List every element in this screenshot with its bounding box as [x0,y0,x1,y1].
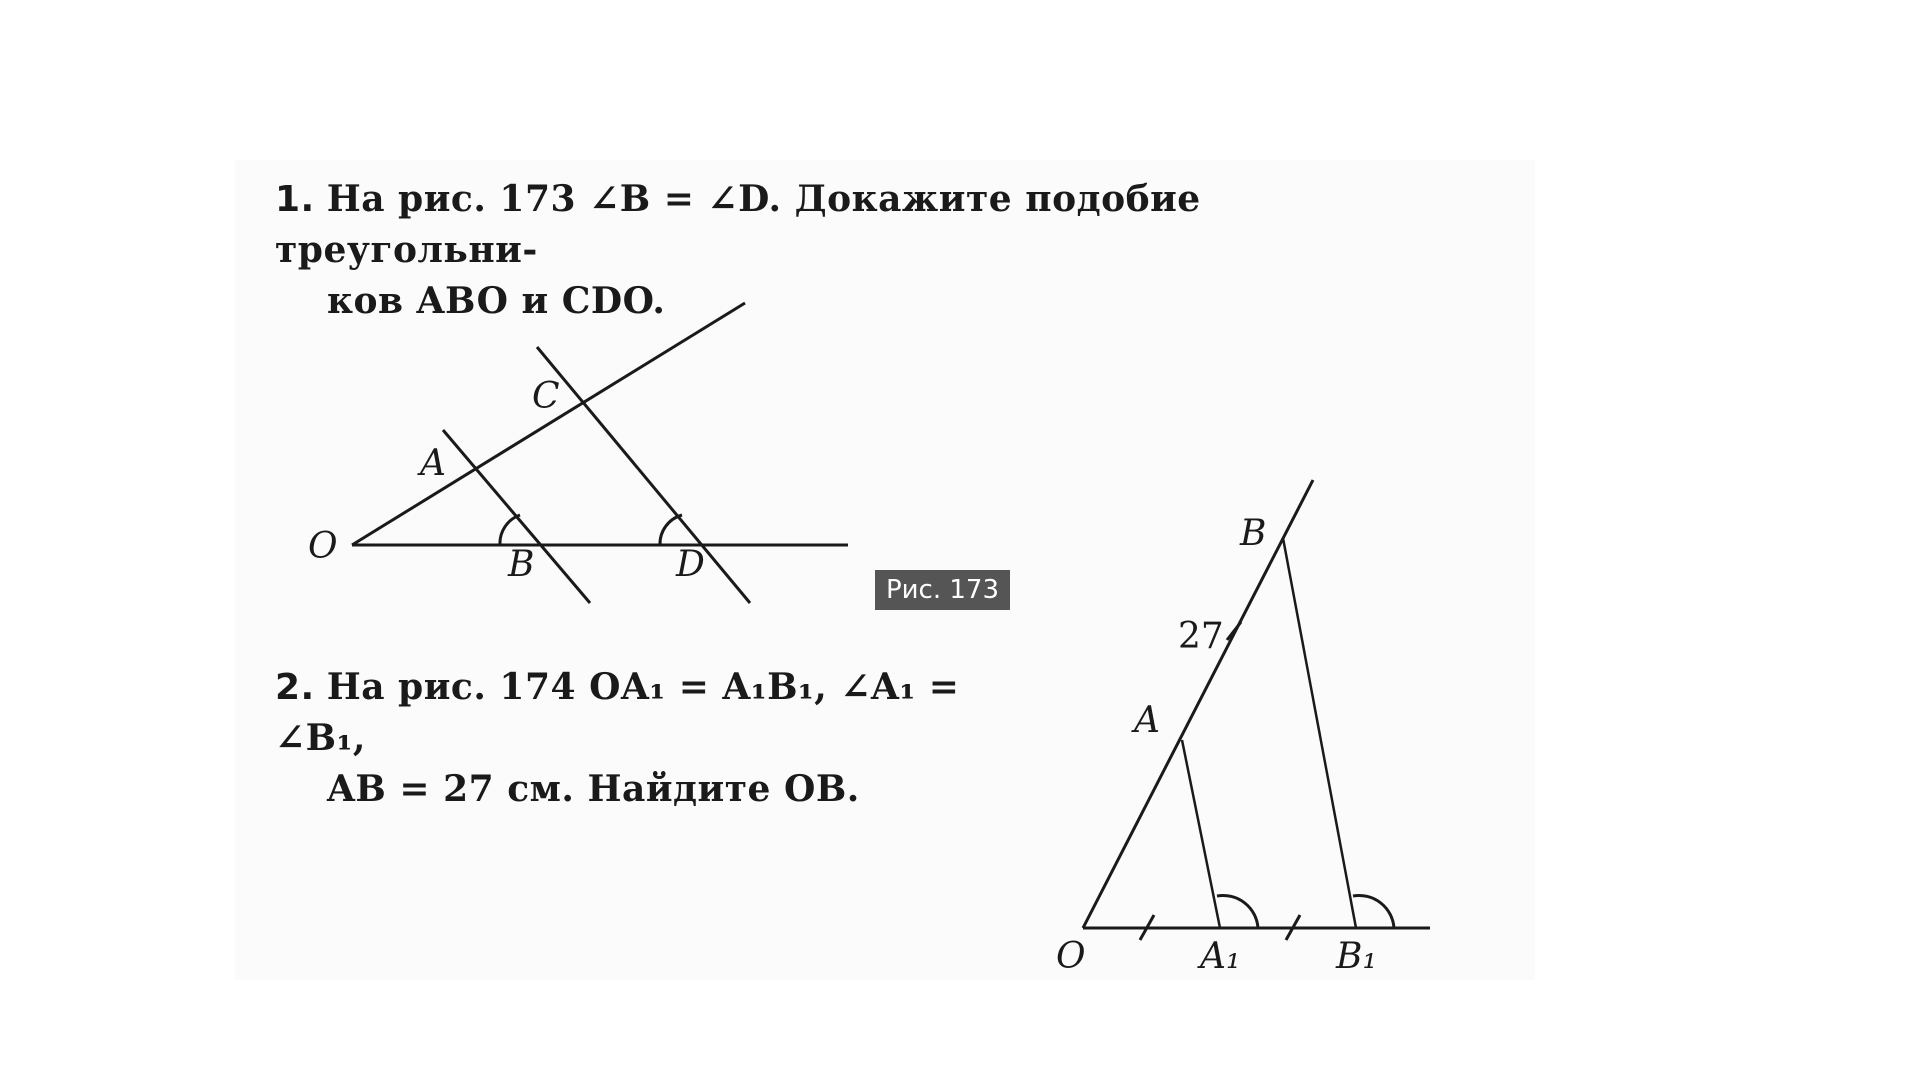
angle-arc-b1 [1353,895,1394,928]
label-B-174: B [1240,513,1267,554]
problem-1-line-1: На рис. 173 ∠B = ∠D. Докажите подобие треугольни- [275,178,1201,271]
label-D-173: D [676,544,705,585]
problem-2-line-1: На рис. 174 OA₁ = A₁B₁, ∠A₁ = ∠B₁, [275,666,960,759]
tick-ab [1227,622,1241,640]
problem-1-line-2: ков ABO и CDO. [327,280,666,322]
side-ob [1083,480,1313,928]
label-B-173: B [508,544,535,585]
label-O-174: O [1056,936,1086,977]
problem-2-number: 2. [275,667,315,708]
label-C-173: C [532,376,560,417]
problem-2-line-2: AB = 27 см. Найдите OB. [327,768,860,810]
segment-aa1 [1182,740,1220,928]
angle-arc-a1 [1217,895,1258,928]
ray-oc [352,303,745,545]
segment-bb1 [1283,538,1356,928]
line-cd [537,347,750,603]
label-A-174: A [1134,700,1160,741]
figure-173-caption: Рис. 173 [875,570,1010,610]
angle-arc-b [500,515,520,545]
label-27: 27 [1178,616,1224,657]
label-B1-174: B₁ [1336,936,1377,977]
problem-1-number: 1. [275,179,315,220]
label-O-173: O [308,526,338,567]
label-A1-174: A₁ [1200,936,1241,977]
label-A-173: A [420,443,446,484]
